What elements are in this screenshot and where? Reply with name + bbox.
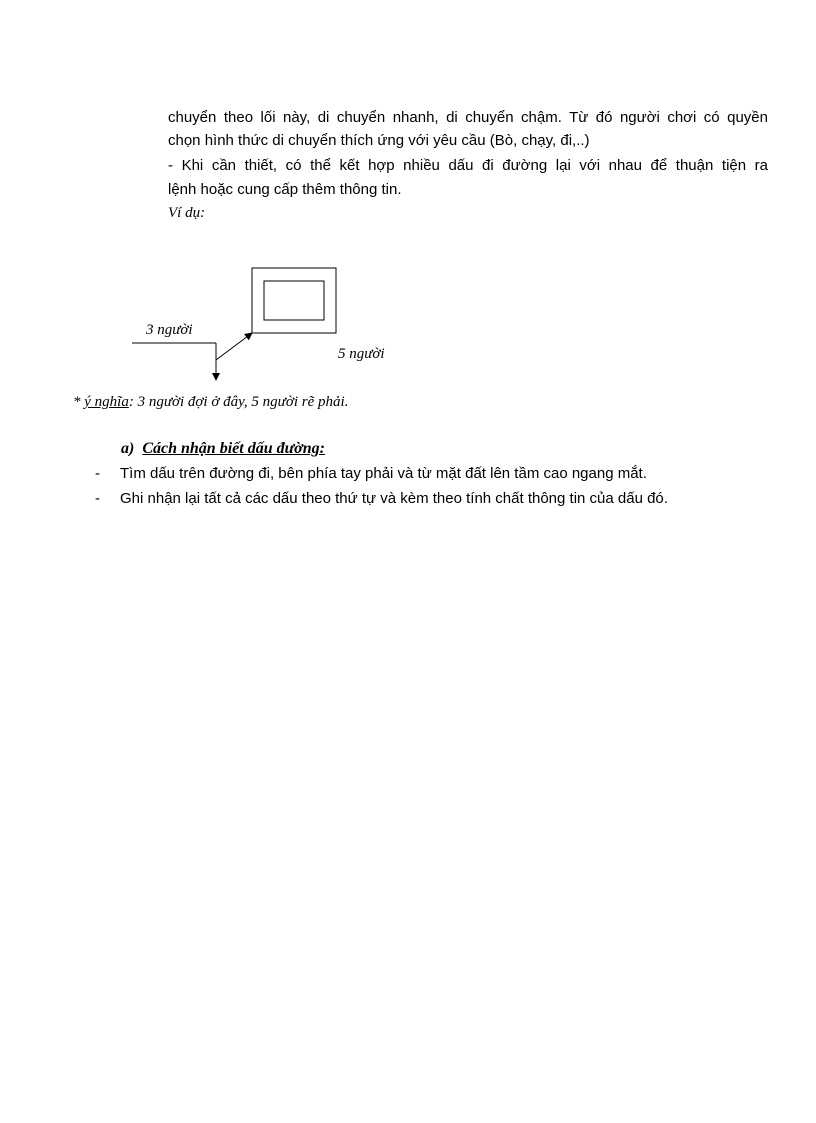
bullet-dash: -: [95, 465, 100, 482]
meaning-text: : 3 người đợi ở đây, 5 người rẽ phải.: [128, 394, 349, 410]
meaning-line: [73, 391, 348, 414]
paragraph-1-line-1: chuyển theo lối này, di chuyển nhanh, di chuyển chậm. Từ đó người chơi có quyền: [168, 109, 768, 126]
section-a-heading: [121, 437, 325, 460]
paragraph-2-line-1: - Khi cần thiết, có thể kết hợp nhiều dấu đi đường lại với nhau để thuận tiện ra: [168, 157, 768, 174]
paragraph-2-line-2: lệnh hoặc cung cấp thêm thông tin.: [168, 181, 402, 198]
outer-square: [252, 268, 336, 333]
bullet-dash: -: [95, 490, 100, 507]
example-label: Ví dụ:: [168, 205, 206, 221]
paragraph-1-line-2: chọn hình thức di chuyển thích ứng với yêu cầu (Bò, chạy, đi,..): [168, 132, 590, 149]
bullet-item-2: Ghi nhận lại tất cả các dấu theo thứ tự và kèm theo tính chất thông tin của dấu đó.: [120, 490, 668, 507]
meaning-prefix: *: [73, 394, 85, 410]
label-5-people: 5 người: [338, 346, 385, 362]
bullet-item-1: Tìm dấu trên đường đi, bên phía tay phải và từ mặt đất lên tầm cao ngang mắt.: [120, 465, 647, 482]
inner-square: [264, 281, 324, 320]
meaning-label: ý nghĩa: [84, 394, 129, 410]
section-a-title: Cách nhận biết dấu đường:: [142, 440, 325, 457]
label-3-people: 3 người: [146, 322, 193, 338]
diagonal-arrow: [216, 333, 252, 360]
section-a-marker: a): [121, 440, 135, 457]
